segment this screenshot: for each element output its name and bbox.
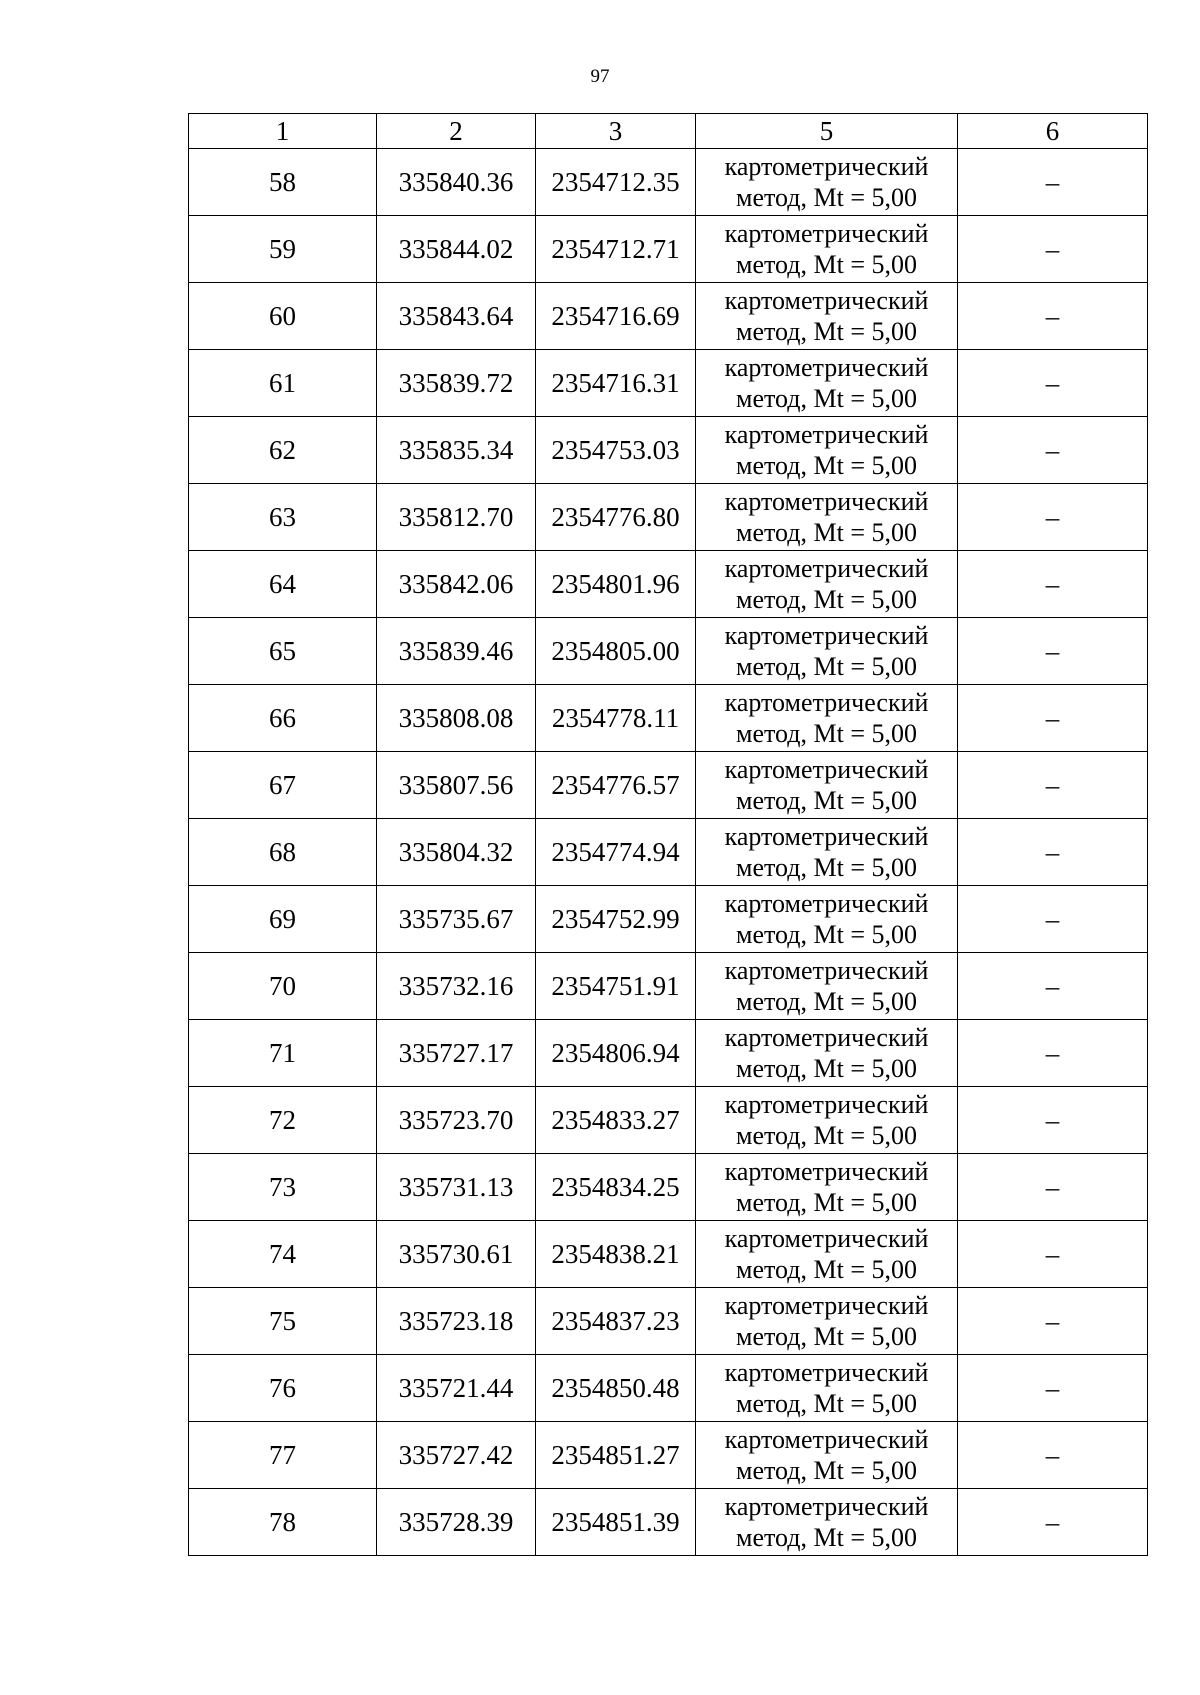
note-cell: – <box>958 1355 1148 1422</box>
method-cell <box>696 1355 958 1422</box>
x-coordinate-cell: 335812.70 <box>377 484 536 551</box>
y-coordinate-cell: 2354716.31 <box>536 350 696 417</box>
note-cell: – <box>958 1221 1148 1288</box>
table-row <box>189 819 1148 886</box>
note-cell: – <box>958 1489 1148 1556</box>
method-line-1: картометрический <box>724 822 929 851</box>
y-coordinate-cell: 2354774.94 <box>536 819 696 886</box>
method-line-1: картометрический <box>724 286 929 315</box>
method-cell <box>696 1020 958 1087</box>
method-cell <box>696 149 958 216</box>
note-cell: – <box>958 886 1148 953</box>
table-row <box>189 1422 1148 1489</box>
x-coordinate-cell: 335843.64 <box>377 283 536 350</box>
x-coordinate-cell: 335839.72 <box>377 350 536 417</box>
x-coordinate-cell: 335723.18 <box>377 1288 536 1355</box>
method-line-2: метод, Mt = 5,00 <box>736 1255 917 1284</box>
method-line-2: метод, Mt = 5,00 <box>736 920 917 949</box>
table-header <box>189 114 1148 149</box>
note-cell: – <box>958 1020 1148 1087</box>
table-row <box>189 216 1148 283</box>
point-number-cell: 72 <box>189 1087 377 1154</box>
x-coordinate-cell: 335721.44 <box>377 1355 536 1422</box>
x-coordinate-cell: 335835.34 <box>377 417 536 484</box>
point-number-cell: 74 <box>189 1221 377 1288</box>
note-cell: – <box>958 685 1148 752</box>
method-line-2: метод, Mt = 5,00 <box>736 585 917 614</box>
method-line-2: метод, Mt = 5,00 <box>736 719 917 748</box>
note-cell: – <box>958 484 1148 551</box>
method-line-1: картометрический <box>724 755 929 784</box>
x-coordinate-cell: 335727.42 <box>377 1422 536 1489</box>
x-coordinate-cell: 335727.17 <box>377 1020 536 1087</box>
method-cell <box>696 953 958 1020</box>
x-coordinate-cell: 335723.70 <box>377 1087 536 1154</box>
table-row <box>189 618 1148 685</box>
point-number-cell: 58 <box>189 149 377 216</box>
method-line-1: картометрический <box>724 1157 929 1186</box>
method-line-2: метод, Mt = 5,00 <box>736 1456 917 1485</box>
note-cell: – <box>958 1087 1148 1154</box>
header-col-6: 6 <box>958 114 1148 149</box>
table-row <box>189 283 1148 350</box>
note-cell: – <box>958 350 1148 417</box>
note-cell: – <box>958 1154 1148 1221</box>
y-coordinate-cell: 2354838.21 <box>536 1221 696 1288</box>
table-row <box>189 149 1148 216</box>
method-line-1: картометрический <box>724 621 929 650</box>
note-cell: – <box>958 216 1148 283</box>
method-cell <box>696 1087 958 1154</box>
point-number-cell: 78 <box>189 1489 377 1556</box>
method-line-1: картометрический <box>724 688 929 717</box>
y-coordinate-cell: 2354778.11 <box>536 685 696 752</box>
note-cell: – <box>958 1422 1148 1489</box>
y-coordinate-cell: 2354851.27 <box>536 1422 696 1489</box>
method-line-2: метод, Mt = 5,00 <box>736 250 917 279</box>
method-line-1: картометрический <box>724 1492 929 1521</box>
method-line-1: картометрический <box>724 956 929 985</box>
method-line-2: метод, Mt = 5,00 <box>736 1121 917 1150</box>
method-line-2: метод, Mt = 5,00 <box>736 1188 917 1217</box>
y-coordinate-cell: 2354837.23 <box>536 1288 696 1355</box>
point-number-cell: 77 <box>189 1422 377 1489</box>
x-coordinate-cell: 335839.46 <box>377 618 536 685</box>
point-number-cell: 66 <box>189 685 377 752</box>
header-row <box>189 114 1148 149</box>
point-number-cell: 64 <box>189 551 377 618</box>
method-line-2: метод, Mt = 5,00 <box>736 183 917 212</box>
x-coordinate-cell: 335844.02 <box>377 216 536 283</box>
x-coordinate-cell: 335731.13 <box>377 1154 536 1221</box>
table-row <box>189 1154 1148 1221</box>
table-row <box>189 1221 1148 1288</box>
coordinates-table <box>188 113 1148 1556</box>
method-cell <box>696 1154 958 1221</box>
method-line-2: метод, Mt = 5,00 <box>736 1523 917 1552</box>
method-line-2: метод, Mt = 5,00 <box>736 384 917 413</box>
method-cell <box>696 551 958 618</box>
method-line-1: картометрический <box>724 1090 929 1119</box>
point-number-cell: 73 <box>189 1154 377 1221</box>
method-cell <box>696 1288 958 1355</box>
table-row <box>189 752 1148 819</box>
header-col-1: 1 <box>189 114 377 149</box>
page-number: 97 <box>590 66 610 87</box>
method-line-1: картометрический <box>724 1425 929 1454</box>
method-line-1: картометрический <box>724 152 929 181</box>
method-line-2: метод, Mt = 5,00 <box>736 1322 917 1351</box>
method-cell <box>696 1422 958 1489</box>
method-cell <box>696 886 958 953</box>
point-number-cell: 71 <box>189 1020 377 1087</box>
table-row <box>189 1288 1148 1355</box>
point-number-cell: 59 <box>189 216 377 283</box>
method-line-1: картометрический <box>724 1023 929 1052</box>
note-cell: – <box>958 149 1148 216</box>
method-line-2: метод, Mt = 5,00 <box>736 987 917 1016</box>
table-row <box>189 1087 1148 1154</box>
x-coordinate-cell: 335842.06 <box>377 551 536 618</box>
point-number-cell: 76 <box>189 1355 377 1422</box>
x-coordinate-cell: 335840.36 <box>377 149 536 216</box>
x-coordinate-cell: 335735.67 <box>377 886 536 953</box>
table-row <box>189 1020 1148 1087</box>
header-col-5: 5 <box>696 114 958 149</box>
method-line-2: метод, Mt = 5,00 <box>736 518 917 547</box>
header-col-2: 2 <box>377 114 536 149</box>
y-coordinate-cell: 2354776.57 <box>536 752 696 819</box>
point-number-cell: 68 <box>189 819 377 886</box>
y-coordinate-cell: 2354751.91 <box>536 953 696 1020</box>
x-coordinate-cell: 335730.61 <box>377 1221 536 1288</box>
point-number-cell: 70 <box>189 953 377 1020</box>
y-coordinate-cell: 2354801.96 <box>536 551 696 618</box>
note-cell: – <box>958 1288 1148 1355</box>
method-line-1: картометрический <box>724 219 929 248</box>
table-row <box>189 1355 1148 1422</box>
y-coordinate-cell: 2354752.99 <box>536 886 696 953</box>
table-row <box>189 551 1148 618</box>
method-line-2: метод, Mt = 5,00 <box>736 317 917 346</box>
point-number-cell: 65 <box>189 618 377 685</box>
table-body <box>189 149 1148 1556</box>
note-cell: – <box>958 618 1148 685</box>
y-coordinate-cell: 2354712.35 <box>536 149 696 216</box>
y-coordinate-cell: 2354716.69 <box>536 283 696 350</box>
x-coordinate-cell: 335808.08 <box>377 685 536 752</box>
method-cell <box>696 283 958 350</box>
table-row <box>189 886 1148 953</box>
point-number-cell: 63 <box>189 484 377 551</box>
y-coordinate-cell: 2354776.80 <box>536 484 696 551</box>
table-row <box>189 953 1148 1020</box>
method-line-1: картометрический <box>724 353 929 382</box>
method-line-1: картометрический <box>724 554 929 583</box>
note-cell: – <box>958 551 1148 618</box>
point-number-cell: 69 <box>189 886 377 953</box>
method-cell <box>696 216 958 283</box>
y-coordinate-cell: 2354806.94 <box>536 1020 696 1087</box>
y-coordinate-cell: 2354850.48 <box>536 1355 696 1422</box>
method-cell <box>696 417 958 484</box>
table-row <box>189 350 1148 417</box>
point-number-cell: 67 <box>189 752 377 819</box>
header-col-3: 3 <box>536 114 696 149</box>
method-line-1: картометрический <box>724 1358 929 1387</box>
point-number-cell: 61 <box>189 350 377 417</box>
x-coordinate-cell: 335728.39 <box>377 1489 536 1556</box>
y-coordinate-cell: 2354753.03 <box>536 417 696 484</box>
point-number-cell: 60 <box>189 283 377 350</box>
method-cell <box>696 1221 958 1288</box>
method-line-1: картометрический <box>724 889 929 918</box>
y-coordinate-cell: 2354834.25 <box>536 1154 696 1221</box>
method-line-2: метод, Mt = 5,00 <box>736 652 917 681</box>
method-line-2: метод, Mt = 5,00 <box>736 1389 917 1418</box>
table-row <box>189 484 1148 551</box>
point-number-cell: 62 <box>189 417 377 484</box>
y-coordinate-cell: 2354833.27 <box>536 1087 696 1154</box>
note-cell: – <box>958 283 1148 350</box>
y-coordinate-cell: 2354712.71 <box>536 216 696 283</box>
method-cell <box>696 1489 958 1556</box>
note-cell: – <box>958 752 1148 819</box>
note-cell: – <box>958 819 1148 886</box>
method-cell <box>696 685 958 752</box>
method-line-2: метод, Mt = 5,00 <box>736 451 917 480</box>
method-line-2: метод, Mt = 5,00 <box>736 786 917 815</box>
method-cell <box>696 618 958 685</box>
y-coordinate-cell: 2354851.39 <box>536 1489 696 1556</box>
method-line-1: картометрический <box>724 1291 929 1320</box>
method-cell <box>696 752 958 819</box>
table-row <box>189 417 1148 484</box>
point-number-cell: 75 <box>189 1288 377 1355</box>
method-cell <box>696 484 958 551</box>
note-cell: – <box>958 953 1148 1020</box>
x-coordinate-cell: 335804.32 <box>377 819 536 886</box>
y-coordinate-cell: 2354805.00 <box>536 618 696 685</box>
note-cell: – <box>958 417 1148 484</box>
method-cell <box>696 819 958 886</box>
method-line-1: картометрический <box>724 1224 929 1253</box>
method-line-1: картометрический <box>724 487 929 516</box>
table-row <box>189 685 1148 752</box>
method-line-1: картометрический <box>724 420 929 449</box>
method-line-2: метод, Mt = 5,00 <box>736 1054 917 1083</box>
method-cell <box>696 350 958 417</box>
method-line-2: метод, Mt = 5,00 <box>736 853 917 882</box>
table-row <box>189 1489 1148 1556</box>
x-coordinate-cell: 335807.56 <box>377 752 536 819</box>
x-coordinate-cell: 335732.16 <box>377 953 536 1020</box>
